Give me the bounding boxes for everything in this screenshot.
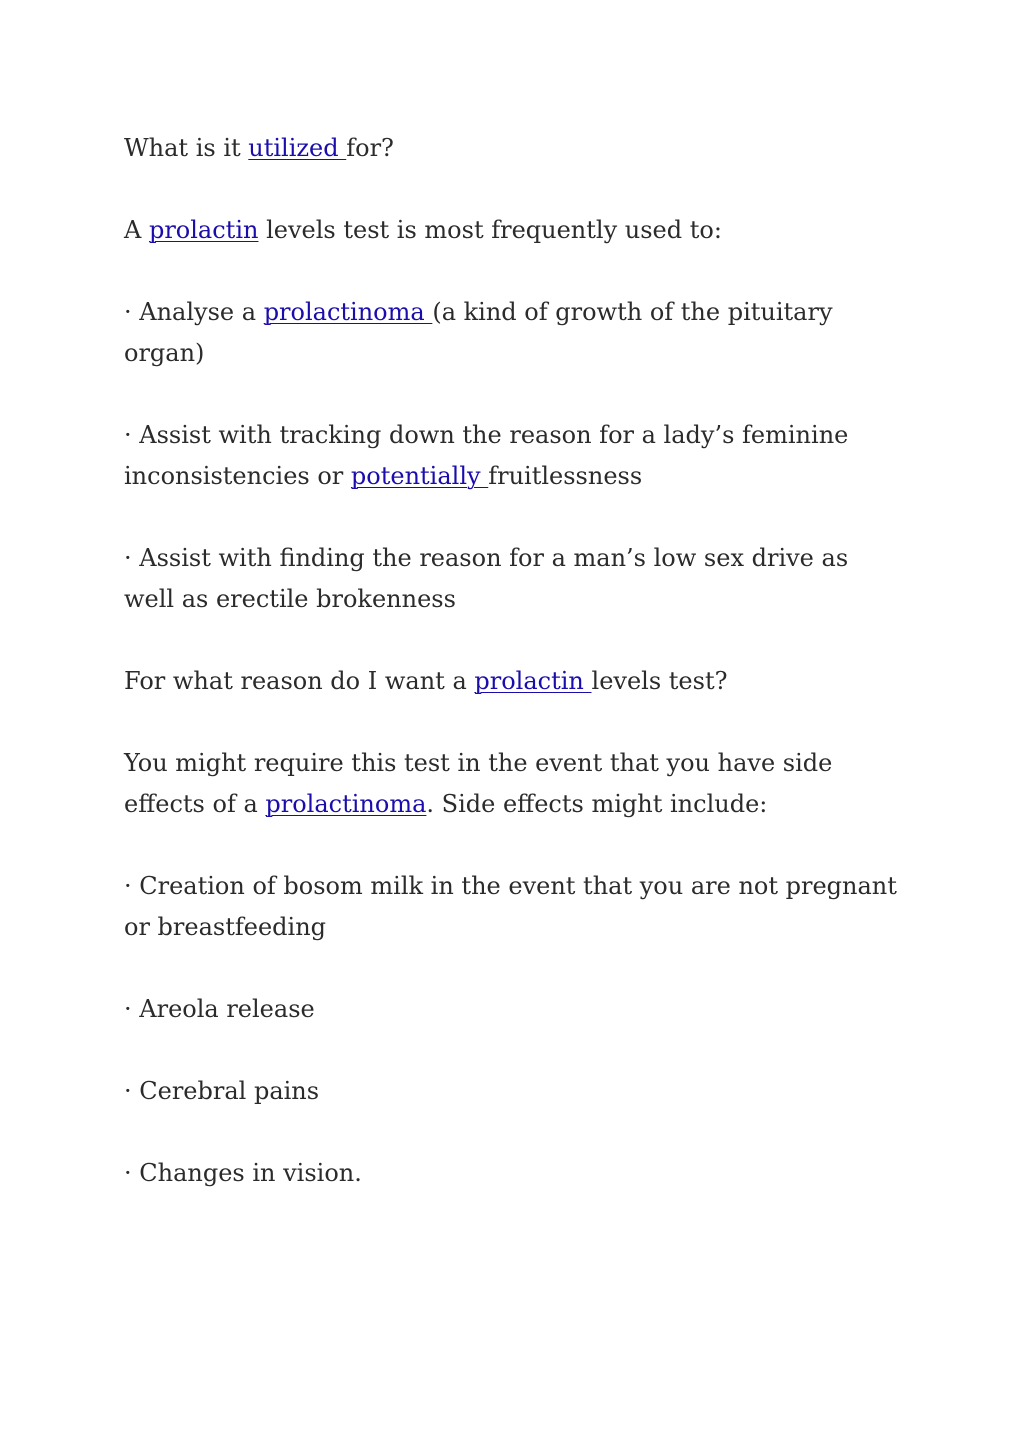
bullet-analyse-prolactinoma [124, 292, 904, 374]
bullet-cerebral-pains [124, 1071, 904, 1112]
link-prolactinoma[interactable]: prolactinoma [263, 298, 433, 326]
text-span: · Assist with tracking down the reason for a lady’s feminine inconsistencies or [124, 421, 856, 490]
link-prolactinoma[interactable]: prolactinoma [265, 790, 427, 818]
text-span: . Side effects might include: [426, 790, 768, 818]
bullet-areola-release [124, 989, 904, 1030]
paragraph-side-effects-intro [124, 743, 904, 825]
text-span: (a kind of growth of the pituitary organ) [124, 298, 841, 367]
text-span: fruitlessness [488, 462, 643, 490]
text-span: · Changes in vision. [124, 1159, 362, 1187]
link-utilized[interactable]: utilized [248, 134, 347, 162]
text-span: You might require this test in the event that you have side effects of a [124, 749, 840, 818]
link-potentially[interactable]: potentially [350, 462, 489, 490]
text-span: for? [346, 134, 394, 162]
paragraph-test-usage-intro [124, 210, 904, 251]
text-span: · Areola release [124, 995, 315, 1023]
text-span: · Analyse a [124, 298, 264, 326]
heading-what-is-it-used-for [124, 128, 904, 169]
heading-why-do-i-need-test [124, 661, 904, 702]
text-span: For what reason do I want a [124, 667, 475, 695]
text-span: levels test? [591, 667, 728, 695]
text-span: levels test is most frequently used to: [258, 216, 722, 244]
bullet-mens-reasons [124, 538, 904, 620]
bullet-womens-reasons [124, 415, 904, 497]
text-span: A [124, 216, 149, 244]
link-prolactin[interactable]: prolactin [474, 667, 592, 695]
text-span: · Cerebral pains [124, 1077, 320, 1105]
bullet-changes-in-vision [124, 1153, 904, 1194]
text-span: · Creation of bosom milk in the event that you are not pregnant or breastfeeding [124, 872, 905, 941]
document-body [124, 128, 904, 1235]
text-span: What is it [124, 134, 249, 162]
text-span: · Assist with finding the reason for a man’s low sex drive as well as erectile brokenness [124, 544, 856, 613]
link-prolactin[interactable]: prolactin [148, 216, 259, 244]
bullet-breast-milk [124, 866, 904, 948]
